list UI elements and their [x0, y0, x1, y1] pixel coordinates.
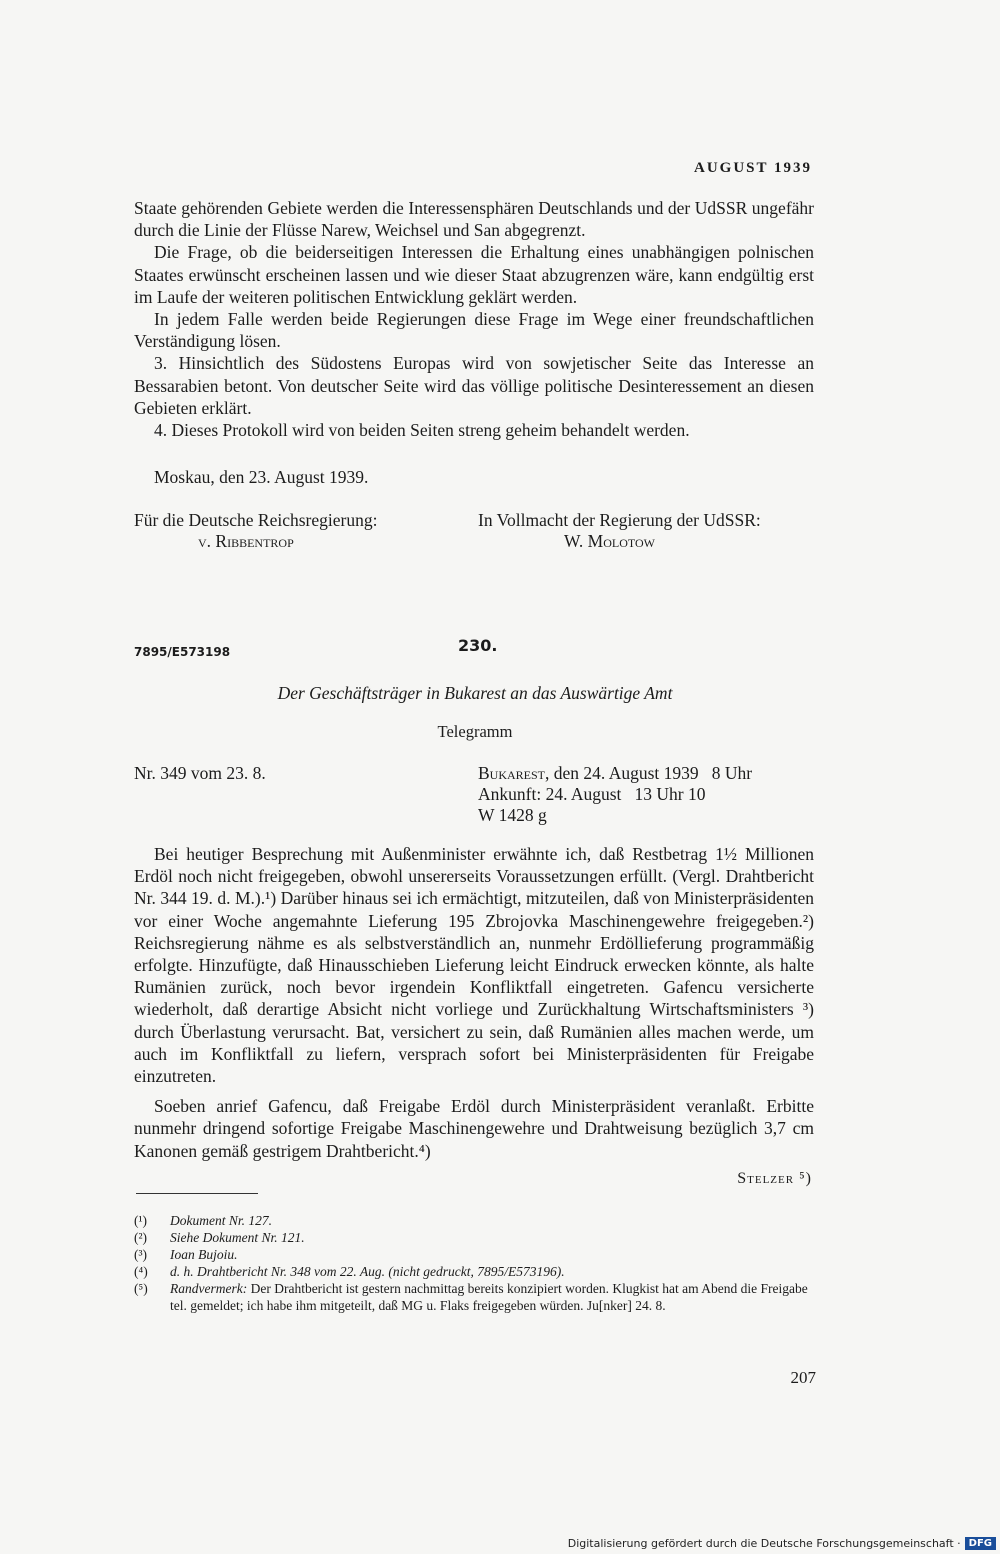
footnote-mark: (⁵): [134, 1281, 148, 1296]
telegram-sent: [478, 763, 752, 784]
footnotes: [134, 1212, 824, 1314]
signature-name: W. Molotow: [564, 531, 655, 551]
telegram-sent-time: , den 24. August 1939 8 Uhr: [545, 763, 753, 783]
signature-block-right: [478, 510, 818, 552]
paragraph: Staate gehörenden Gebiete werden die Interessensphären Deutschlands und der UdSSR ungefähr durch die Linie der Flüsse Narew, Weichsel und San abgegrenzt.: [134, 198, 814, 241]
footnote-text: Ioan Bujoiu.: [170, 1247, 238, 1262]
document-type: Telegramm: [437, 722, 513, 741]
signature-label: In Vollmacht der Regierung der UdSSR:: [478, 510, 761, 530]
paragraph: 3. Hinsichtlich des Südostens Europas wird von sowjetischer Seite das Interesse an Bessarabien betont. Von deutscher Seite wird das völlige politische Desinteressement an diesen Gebieten erklärt.: [134, 353, 814, 418]
document-number: 230.: [458, 636, 498, 655]
signer: Stelzer ⁵): [737, 1170, 812, 1187]
footnote-divider: [136, 1193, 258, 1194]
place-date: Moskau, den 23. August 1939.: [154, 467, 369, 487]
digitization-credit: [568, 1532, 1000, 1554]
footnote-text: Siehe Dokument Nr. 121.: [170, 1230, 305, 1245]
dfg-logo-icon: DFG: [965, 1537, 996, 1550]
signature-name: v. Ribbentrop: [198, 531, 294, 551]
footnote-text: Der Drahtbericht ist gestern nachmittag bereits konzipiert worden. Klugkist hat am Abend die Freigabe tel. gemeldet; ich habe ihm mitgeteilt, daß MG u. Flaks freigegeben würden. Ju[nker] 24. 8.: [170, 1281, 808, 1313]
footnote-mark: (¹): [134, 1213, 148, 1228]
telegram-place: Bukarest: [478, 763, 546, 783]
paragraph: Bei heutiger Besprechung mit Außenminister erwähnte ich, daß Restbetrag 1½ Millionen Erdöl noch nicht freigegeben, obwohl unsererseits Voraussetzungen erfüllt. (Vergl. Drahtbericht Nr. 344 19. d. M.).¹) Darüber hinaus sei ich ermächtigt, mitzuteilen, daß von Ministerpräsidenten vor einer Woche angemahnte Lieferung 195 Zbrojovka Maschinengewehre freigegeben.²) Reichsregierung nähme es als selbstverständlich an, nunmehr Erdöllieferung programmäßig erfolgte. Hinzufügte, daß Hinausschieben Lieferung leicht Eindruck erwecken könnte, als halte Rumänien zurück, noch bevor irgendein Konfliktfall eingetreten. Gafencu versicherte wiederholt, daß derartige Absicht nicht vorliege und Zurückhaltung Wirtschaftsministers ³) durch Überlastung verursacht. Bat, versichert zu sein, daß Rumänien alles machen werde, um auch im Konfliktfall zu liefern, versprach sofort bei Ministerpräsidenten für Freigabe einzutreten.: [134, 844, 814, 1087]
telegram-arrival: Ankunft: 24. August 13 Uhr 10: [478, 784, 706, 804]
footnote-mark: (²): [134, 1230, 148, 1245]
footnote: [134, 1212, 824, 1229]
document-title: Der Geschäftsträger in Bukarest an das Auswärtige Amt: [277, 683, 673, 703]
footnote-text: Dokument Nr. 127.: [170, 1213, 272, 1228]
protocol-text: [134, 197, 814, 441]
page-number: 207: [790, 1368, 816, 1387]
footnote-label: Randvermerk:: [170, 1281, 248, 1296]
footnote: [134, 1263, 824, 1280]
footnote-mark: (⁴): [134, 1264, 148, 1279]
telegram-body: [134, 843, 814, 1162]
footnote-text: d. h. Drahtbericht Nr. 348 vom 22. Aug. (nicht gedruckt, 7895/E573196).: [170, 1264, 565, 1279]
file-reference: 7895/E573198: [134, 645, 231, 659]
telegram-code: W 1428 g: [478, 805, 547, 825]
telegram-number: Nr. 349 vom 23. 8.: [134, 763, 266, 783]
paragraph: Soeben anrief Gafencu, daß Freigabe Erdöl durch Ministerpräsident veranlaßt. Erbitte nunmehr dringend sofortige Freigabe Maschinengewehre und Drahtweisung bezüglich 3,7 cm Kanonen gemäß gestrigem Drahtbericht.⁴): [134, 1096, 814, 1161]
paragraph: Die Frage, ob die beiderseitigen Interessen die Erhaltung eines unabhängigen polnischen Staates erwünscht erscheinen lassen und wie dieser Staat abzugrenzen wäre, kann endgültig erst im Laufe der weiteren politischen Entwicklung geklärt werden.: [134, 242, 814, 307]
footnote: [134, 1246, 824, 1263]
telegram-dispatch: [478, 763, 752, 826]
footnote: [134, 1229, 824, 1246]
credit-text: Digitalisierung gefördert durch die Deutsche Forschungsgemeinschaft ·: [567, 1536, 961, 1550]
running-header: AUGUST 1939: [694, 160, 812, 176]
footnote-mark: (³): [134, 1247, 148, 1262]
paragraph: 4. Dieses Protokoll wird von beiden Seiten streng geheim behandelt werden.: [154, 420, 690, 441]
signature-block-left: [134, 510, 434, 552]
signature-label: Für die Deutsche Reichsregierung:: [134, 510, 378, 530]
footnote: [134, 1280, 824, 1314]
paragraph: In jedem Falle werden beide Regierungen diese Frage im Wege einer freundschaftlichen Verständigung lösen.: [134, 309, 814, 352]
